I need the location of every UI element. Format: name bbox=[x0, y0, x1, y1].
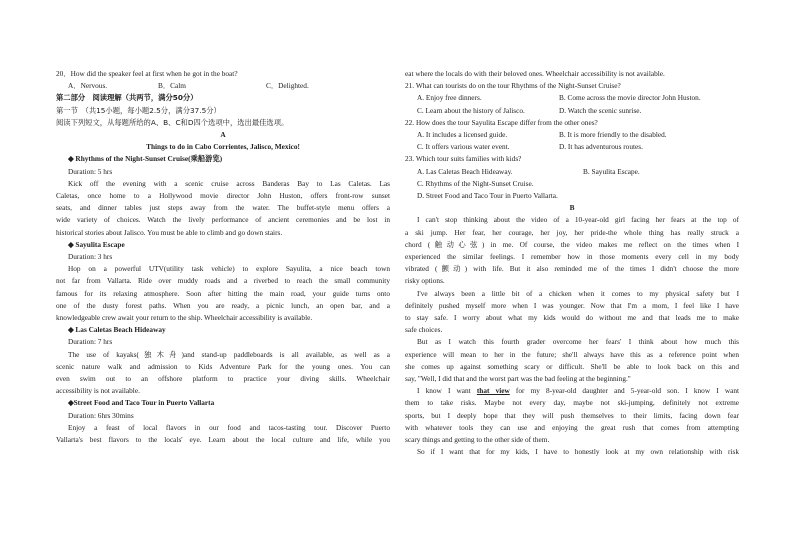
passage-a-title: Things to do in Cabo Corrientes, Jalisco, Mexico! bbox=[146, 142, 300, 152]
passage-b-line: So if I want that for my kids, I have to honestly look at my own relationship with risk bbox=[417, 447, 739, 457]
passage-b-line: I've always been a little bit of a chicken when it comes to my physical safety but I bbox=[417, 288, 739, 298]
option-c: C．Delighted. bbox=[266, 81, 309, 91]
option-b: B. Sayulita Escape. bbox=[583, 166, 640, 176]
option-d: D. It has adventurous routes. bbox=[559, 142, 643, 152]
tour-rhythms-title: ◆ Rhythms of the Night-Sunset Cruise(乘船游览) bbox=[68, 154, 223, 164]
passage-b-line: with whatever tools they can use and enjoying the great rush that comes from attempting bbox=[405, 422, 739, 432]
option-d: D. Watch the scenic sunrise. bbox=[559, 105, 642, 115]
left-column bbox=[56, 68, 390, 446]
passage-b-label: B bbox=[569, 203, 575, 213]
question-22-options-row1 bbox=[405, 129, 739, 141]
tour-sayulita-line: knowledgeable crew await your return to the ship. Wheelchair accessibility is available. bbox=[56, 313, 313, 323]
passage-b-line: to stay safe. I worry about what my kids would do without me and that leads me to make bbox=[405, 313, 739, 323]
tour-sayulita-line: not far from Vallarta. Ride over muddy roads and a riverbed to reach the small community bbox=[56, 276, 390, 286]
tour-rhythms-line: Kick off the evening with a scenic cruise across Banderas Bay to Las Caletas. Las bbox=[68, 178, 390, 188]
question-21-options-row1 bbox=[405, 92, 739, 104]
question-23-options-row3 bbox=[405, 190, 739, 202]
option-b: B. Come across the movie director John Huston. bbox=[559, 93, 701, 103]
question-23-options-row2 bbox=[405, 178, 739, 190]
passage-a-label: A bbox=[220, 130, 226, 140]
tour-caletas-title: ◆ Las Caletas Beach Hideaway bbox=[68, 325, 166, 335]
tour-sayulita-line: Hop on a powerful UTV(utility task vehicle) to explore Sayulita, a nice beach town bbox=[68, 264, 390, 274]
question-22-options-row2 bbox=[405, 141, 739, 153]
tour-rhythms-line: Caletas, once home to a Hollywood movie director John Huston, offers front-row sunset bbox=[56, 191, 390, 201]
tour-rhythms-line: historical stories about Jalisco. You must be able to climb and go down stairs. bbox=[56, 227, 283, 237]
tour-rhythms-line: wide variety of choices. Watch the lively performance of ancient ceremonies and be lost in bbox=[56, 215, 390, 225]
option-b: B．Calm bbox=[158, 81, 186, 91]
tour-street-line: Enjoy a feast of local flavors in our food and tacos-tasting tour. Discover Puerto bbox=[68, 422, 390, 432]
question-21-options-row2 bbox=[405, 105, 739, 117]
tour-rhythms-duration: Duration: 5 hrs bbox=[68, 166, 113, 176]
question-23: 23. Which tour suits families with kids? bbox=[405, 154, 522, 164]
option-d: D. Street Food and Taco Tour in Puerto Vallarta. bbox=[417, 191, 558, 201]
right-column bbox=[405, 68, 739, 459]
passage-b-text: I know I want bbox=[417, 386, 477, 396]
passage-b-line: she comes up against something scary or difficult. She'll be able to look back on this and bbox=[405, 361, 739, 371]
tour-street-duration: Duration: 6hrs 30mins bbox=[68, 410, 134, 420]
tour-rhythms-line: seats, and dinner tables just steps away from the water. The buffet-style menu offers a bbox=[56, 203, 390, 213]
passage-b-line: definitely pushed myself more when I was younger. Now that I'm a mom, I feel like I have bbox=[405, 300, 739, 310]
tour-sayulita-title: ◆ Sayulita Escape bbox=[68, 239, 125, 249]
passage-b-line: experienced the similar feelings. I remember how in those moments every cell in my body bbox=[405, 252, 739, 262]
passage-b-text: for my 8-year-old daughter and 5-year-old son. I know I want bbox=[509, 386, 739, 396]
tour-street-line: Vallarta's best flavors to the locals' eye. Learn about the local culture and life, while you bbox=[56, 435, 390, 445]
passage-b-line: scary things and getting to the other side of them. bbox=[405, 435, 550, 445]
tour-caletas-line: The use of kayaks(独木舟)and stand-up paddleboards is all available, as well as a bbox=[68, 349, 390, 359]
passage-b-line: chord (触动心弦) in me. Of course, the video makes me reflect on the times when I bbox=[405, 239, 739, 249]
street-tour-continued: eat where the locals do with their beloved ones. Wheelchair accessibility is not available. bbox=[405, 69, 665, 78]
option-a: A. Las Caletas Beach Hideaway. bbox=[417, 166, 513, 176]
question-20-options bbox=[56, 80, 390, 92]
passage-b-line: them to take risks. Maybe not every day, maybe not ski-jumping, definitely not extreme bbox=[405, 398, 739, 408]
underlined-phrase: that view bbox=[476, 386, 510, 396]
tour-sayulita-duration: Duration: 3 hrs bbox=[68, 252, 113, 262]
option-a: A．Nervous. bbox=[68, 81, 108, 91]
passage-b-line: But as I watch this fourth grader overcome her fears' I think about how much this bbox=[417, 337, 739, 347]
passage-b-line bbox=[405, 385, 739, 397]
passage-b-line: sports, but I deeply hope that they will push themselves to their limits, facing down fear bbox=[405, 410, 739, 420]
option-a: A. Enjoy free dinners. bbox=[417, 93, 482, 103]
question-22: 22. How does the tour Sayulita Escape differ from the other ones? bbox=[405, 117, 598, 127]
option-c: C. It offers various water event. bbox=[417, 142, 510, 152]
section-1-heading: 第一节 （共15小题，每小题2.5分，满分37.5分） bbox=[56, 105, 221, 115]
passage-b-line: a ski jump. Her fear, her courage, her joy, her pride-the whole thing has really struck a bbox=[405, 227, 739, 237]
passage-b-line: say, "Well, I did that and the worst part was the bad feeling at the beginning." bbox=[405, 374, 631, 384]
passage-b-line: I can't stop thinking about the video of a 10-year-old girl facing her fears at the top of bbox=[417, 215, 739, 225]
passage-b-line: experience will mean to her in the future; she'll always have this as a reference point when bbox=[405, 349, 739, 359]
tour-caletas-line: accessibility is not available. bbox=[56, 386, 140, 396]
section-1-instructions: 阅读下列短文，从每题所给的A、B、C和D四个选项中，选出最佳选项。 bbox=[56, 117, 289, 127]
tour-sayulita-line: famous for its relaxing atmosphere. Soon after hitting the main road, your guide turns onto bbox=[56, 288, 390, 298]
tour-street-title: ◆Street Food and Taco Tour in Puerto Vallarta bbox=[68, 398, 215, 408]
part-2-heading: 第二部分 阅读理解（共两节，满分50分） bbox=[56, 93, 198, 103]
question-21: 21. What can tourists do on the tour Rhythms of the Night-Sunset Cruise? bbox=[405, 81, 621, 91]
question-23-options-row1 bbox=[405, 166, 739, 178]
option-a: A. It includes a licensed guide. bbox=[417, 130, 508, 140]
question-20: 20．How did the speaker feel at first when he got in the boat? bbox=[56, 69, 238, 78]
tour-sayulita-line: one of the dusty forest paths. When you are ready, a picnic lunch, an open bar, and a bbox=[56, 300, 390, 310]
passage-b-line: vibrated (颤动) with life. But it also reminded me of the times I didn't choose the more bbox=[405, 264, 739, 274]
option-c: C. Learn about the history of Jalisco. bbox=[417, 105, 525, 115]
passage-b-line: safe choices. bbox=[405, 325, 443, 335]
option-b: B. It is more friendly to the disabled. bbox=[559, 130, 667, 140]
tour-caletas-line: even swim out to an offshore platform to practice your diving skills. Wheelchair bbox=[56, 374, 390, 384]
option-c: C. Rhythms of the Night-Sunset Cruise. bbox=[417, 178, 534, 188]
passage-b-line: risky options. bbox=[405, 276, 445, 286]
tour-caletas-line: scenic nature walk and admission to Kids Adventure Park for the young ones. You can bbox=[56, 361, 390, 371]
tour-caletas-duration: Duration: 7 hrs bbox=[68, 337, 113, 347]
